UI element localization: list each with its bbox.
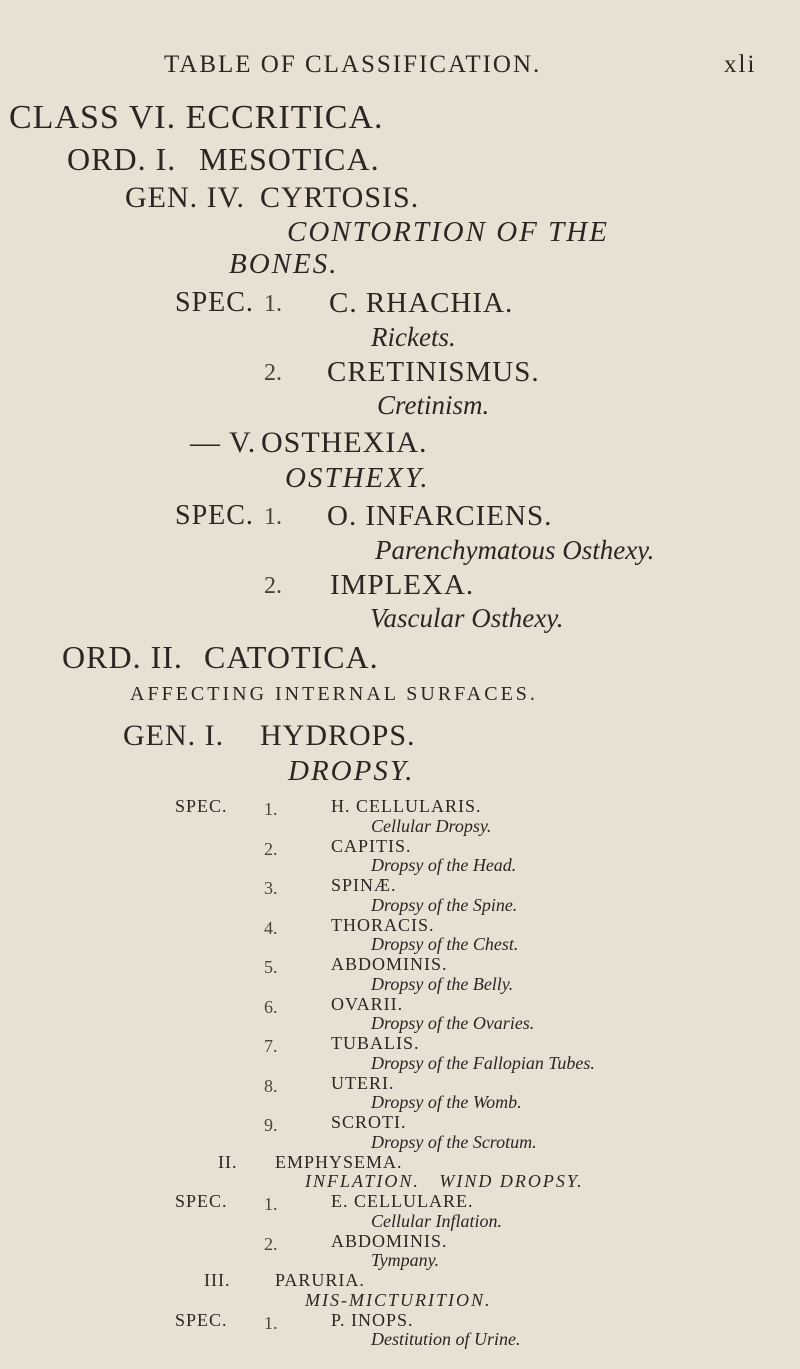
species-english: Dropsy of the Head.: [371, 855, 517, 876]
genus-1-name: HYDROPS.: [260, 719, 416, 752]
species-name: P. INOPS.: [331, 1309, 414, 1330]
genus-3-english: MIS-MICTURITION.: [305, 1289, 492, 1310]
genus-4-english-2: BONES.: [229, 248, 339, 280]
genus-4-name: CYRTOSIS.: [260, 181, 420, 214]
species-english: Dropsy of the Spine.: [371, 894, 518, 915]
species-name: O. INFARCIENS.: [327, 500, 553, 532]
species-number: 1.: [264, 1194, 278, 1214]
order-2-label: ORD. II.: [62, 639, 183, 675]
species-name: ABDOMINIS.: [331, 1230, 448, 1251]
species-number: 1.: [264, 1312, 278, 1333]
species-number: 2.: [264, 360, 282, 386]
species-name: CAPITIS.: [331, 835, 412, 856]
genus-2-label: II.: [218, 1151, 238, 1172]
species-number: 3.: [264, 878, 278, 898]
spec-label: SPEC.: [175, 500, 254, 531]
species-number: 1.: [264, 504, 282, 530]
genus-2-name: EMPHYSEMA.: [275, 1151, 403, 1172]
spec-label: SPEC.: [175, 1309, 228, 1330]
spec-label: SPEC.: [175, 287, 254, 318]
species-english: Dropsy of the Ovaries.: [371, 1013, 535, 1034]
species-name: THORACIS.: [331, 914, 435, 935]
species-english: Cellular Dropsy.: [371, 815, 492, 836]
species-english: Parenchymatous Osthexy.: [375, 535, 655, 565]
genus-1-english: DROPSY.: [288, 755, 415, 787]
order-2-subtitle: AFFECTING INTERNAL SURFACES.: [130, 683, 538, 705]
species-number: 2.: [264, 838, 278, 859]
order-1-name: MESOTICA.: [199, 141, 380, 177]
species-english: Vascular Osthexy.: [370, 603, 564, 633]
genus-2-english: INFLATION. WIND DROPSY.: [305, 1171, 584, 1192]
genus-5-english: OSTHEXY.: [285, 462, 430, 494]
genus-1-label: GEN. I.: [123, 719, 225, 752]
species-number: 8.: [264, 1075, 278, 1096]
species-name: SCROTI.: [331, 1112, 407, 1132]
species-number: 4.: [264, 917, 278, 938]
genus-5-name: OSTHEXIA.: [261, 426, 428, 459]
species-english: Dropsy of the Fallopian Tubes.: [371, 1052, 595, 1073]
genus-5-label: — V.: [190, 426, 257, 459]
species-number: 2.: [264, 1233, 278, 1254]
species-english: Dropsy of the Womb.: [371, 1092, 522, 1113]
class-heading: CLASS VI. ECCRITICA.: [9, 99, 384, 136]
species-english: Rickets.: [371, 322, 456, 352]
species-number: 2.: [264, 573, 282, 599]
species-number: 1.: [264, 799, 278, 819]
species-name: CRETINISMUS.: [327, 356, 540, 388]
order-2-name: CATOTICA.: [204, 639, 379, 675]
species-name: H. CELLULARIS.: [331, 796, 482, 816]
species-name: TUBALIS.: [331, 1033, 420, 1053]
species-number: 5.: [264, 957, 278, 977]
species-english: Dropsy of the Scrotum.: [371, 1131, 537, 1152]
spec-label: SPEC.: [175, 796, 228, 816]
species-english: Dropsy of the Belly.: [371, 973, 514, 994]
genus-4-label: GEN. IV.: [125, 181, 245, 214]
species-english: Cellular Inflation.: [371, 1210, 503, 1231]
species-name: ABDOMINIS.: [331, 954, 448, 974]
spec-label: SPEC.: [175, 1191, 228, 1211]
species-number: 1.: [264, 291, 282, 317]
species-name: SPINÆ.: [331, 875, 397, 895]
species-number: 9.: [264, 1115, 278, 1135]
species-english: Cretinism.: [377, 390, 490, 420]
running-header: TABLE OF CLASSIFICATION.: [164, 51, 542, 78]
species-english: Tympany.: [371, 1250, 440, 1271]
page-number: xli: [724, 51, 757, 78]
genus-3-label: III.: [204, 1270, 231, 1290]
species-name: C. RHACHIA.: [329, 287, 514, 319]
order-1-label: ORD. I.: [67, 141, 177, 177]
species-name: E. CELLULARE.: [331, 1191, 474, 1211]
species-name: OVARII.: [331, 993, 404, 1014]
genus-3-name: PARURIA.: [275, 1270, 365, 1290]
species-name: UTERI.: [331, 1072, 395, 1093]
species-number: 7.: [264, 1036, 278, 1056]
species-number: 6.: [264, 996, 278, 1017]
genus-4-english-1: CONTORTION OF THE: [287, 216, 609, 248]
species-name: IMPLEXA.: [330, 569, 475, 601]
species-english: Dropsy of the Chest.: [371, 934, 519, 955]
species-english: Destitution of Urine.: [371, 1329, 521, 1350]
